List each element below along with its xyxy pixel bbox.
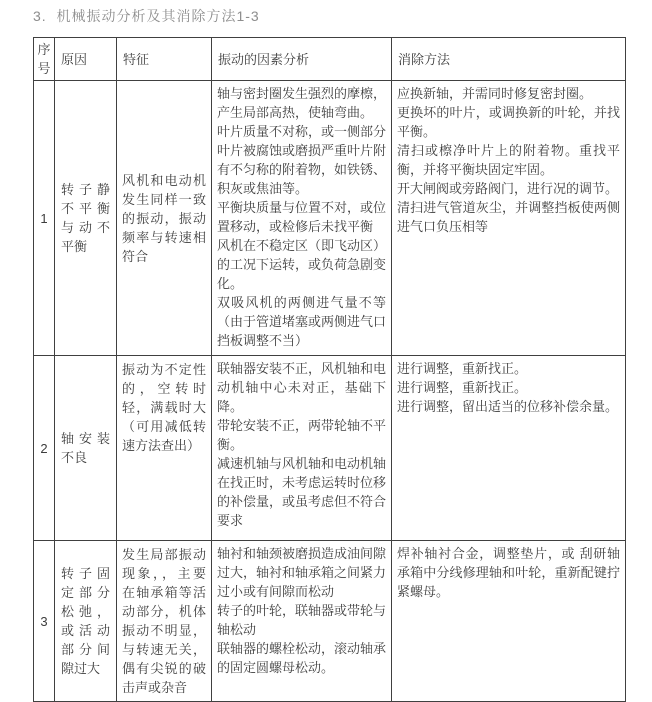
analysis-paragraph: 轴衬和轴颈被磨损造成油间隙过大，轴衬和轴承箱之间紧力过小或有间隙而松动	[217, 546, 387, 599]
table-head	[34, 38, 626, 81]
analysis-paragraph: 转子的叶轮，联轴器或带轮与轴松动	[217, 603, 387, 637]
analysis-paragraph: 双吸风机的两侧进气量不等（由于管道堵塞或两侧进气口挡板调整不当）	[217, 295, 387, 348]
table-row	[34, 81, 626, 356]
solution-paragraph: 清扫进气管道灰尘，并调整挡板使两侧进气口负压相等	[397, 200, 620, 234]
header-row	[34, 38, 626, 81]
cell-solution	[392, 541, 626, 702]
cell-solution	[392, 356, 626, 541]
cell-analysis	[212, 81, 392, 356]
column-header-cause: 原因	[55, 38, 117, 81]
solution-paragraph: 开大闸阀或旁路阀门，进行况的调节。	[397, 181, 619, 196]
solution-paragraph: 焊补轴衬合金，调整垫片，或 刮研轴承箱中分线修理轴和叶轮，重新配键拧紧螺母。	[397, 546, 620, 599]
analysis-paragraph: 风机在不稳定区（即飞动区）的工况下运转，或负荷急剧变化。	[217, 238, 387, 291]
column-header-solution: 消除方法	[392, 38, 626, 81]
cell-serial: 2	[34, 356, 55, 541]
solution-paragraph: 清扫或檫净叶片上的附着物。重找平衡，并将平衡块固定牢固。	[397, 143, 620, 177]
analysis-paragraph: 平衡块质量与位置不对，或位置移动，或检修后未找平衡	[217, 200, 387, 234]
page-title: 3. 机械振动分析及其消除方法1-3	[33, 8, 260, 24]
vibration-analysis-table	[33, 37, 626, 702]
table-body	[34, 81, 626, 702]
analysis-paragraph: 轴与密封圈发生强烈的摩檫，产生局部高热，使轴弯曲。	[217, 86, 387, 120]
solution-paragraph: 更换坏的叶片，或调换新的叶轮，并找平衡。	[397, 105, 620, 139]
cell-cause: 转子静不平衡与动不平衡	[55, 81, 117, 356]
table-row	[34, 541, 626, 702]
cell-feature: 发生局部振动现象，，主要在轴承箱等活动部分，机体振动不明显，与转速无关，偶有尖锐的破击声或杂音	[117, 541, 212, 702]
cell-serial: 1	[34, 81, 55, 356]
column-header-feature: 特征	[117, 38, 212, 81]
cell-analysis	[212, 356, 392, 541]
analysis-paragraph: 减速机轴与风机轴和电动机轴在找正时，未考虑运转时位移的补偿量，或虽考虑但不符合要求	[217, 456, 387, 528]
solution-paragraph: 进行调整，留出适当的位移补偿余量。	[397, 399, 619, 414]
cell-solution	[392, 81, 626, 356]
analysis-paragraph: 联轴器的螺栓松动，滚动轴承的固定圆螺母松动。	[217, 641, 387, 675]
column-header-serial: 序号	[34, 38, 55, 81]
column-header-analysis: 振动的因素分析	[212, 38, 392, 81]
cell-feature: 风机和电动机发生同样一致的振动，振动频率与转速相符合	[117, 81, 212, 356]
table-row	[34, 356, 626, 541]
cell-serial: 3	[34, 541, 55, 702]
analysis-paragraph: 联轴器安装不正，风机轴和电动机轴中心未对正，基础下降。	[217, 361, 387, 414]
cell-cause: 转子固定部分松弛，或活动部分间隙过大	[55, 541, 117, 702]
analysis-paragraph: 带轮安装不正，两带轮轴不平衡。	[217, 418, 387, 452]
cell-feature: 振动为不定性的，空转时轻，满载时大（可用减低转速方法查出）	[117, 356, 212, 541]
solution-paragraph: 进行调整，重新找正。	[397, 380, 528, 395]
cell-cause: 轴安装不良	[55, 356, 117, 541]
analysis-paragraph: 叶片质量不对称，或一侧部分叶片被腐蚀或磨损严重叶片附有不匀称的附着物，如铁锈、积灰或焦油等。	[217, 124, 387, 196]
solution-paragraph: 应换新轴，并需同时修复密封圈。	[397, 86, 593, 101]
solution-paragraph: 进行调整，重新找正。	[397, 361, 528, 376]
cell-analysis	[212, 541, 392, 702]
